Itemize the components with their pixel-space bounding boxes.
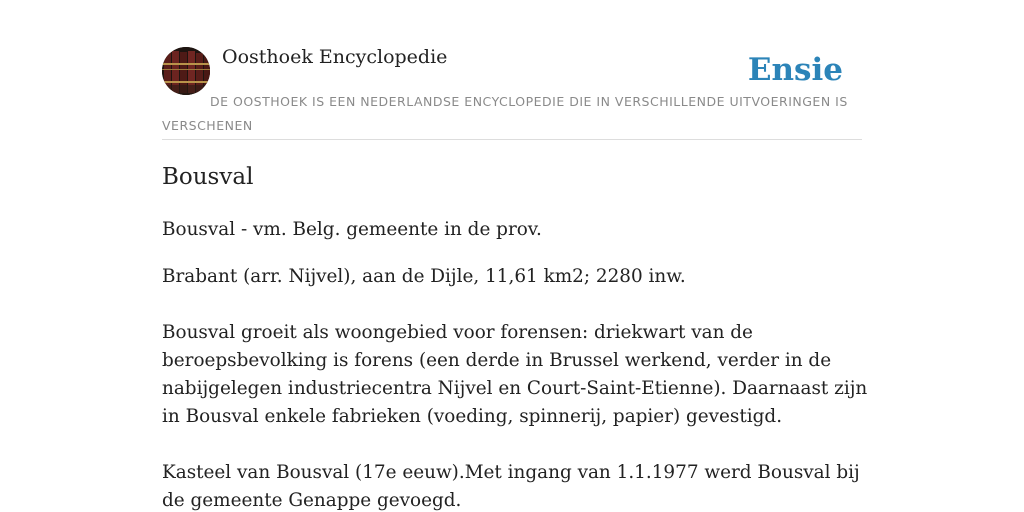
encyclopedia-books-icon[interactable] bbox=[162, 47, 210, 95]
article-paragraph: Brabant (arr. Nijvel), aan de Dijle, 11,61 km2; 2280 inw. bbox=[162, 266, 686, 287]
site-name[interactable]: Oosthoek Encyclopedie bbox=[222, 46, 448, 68]
page-title: Bousval bbox=[162, 164, 254, 190]
article-paragraph: Bousval groeit als woongebied voor forensen: driekwart van de beroepsbevolking is forens (een derde in Brussel werkend, verder in de nabijgelegen industriecentra Nijvel en Court-Saint-Etienne). Daarnaast zijn in Bousval enkele fabrieken (voeding, spinnerij, papier) gevestigd. bbox=[162, 322, 868, 427]
ensie-logo-link[interactable]: Ensie bbox=[747, 52, 843, 88]
article-paragraph: Kasteel van Bousval (17e eeuw).Met ingang van 1.1.1977 werd Bousval bij de gemeente Genappe gevoegd. bbox=[162, 462, 860, 511]
header-divider bbox=[162, 139, 862, 140]
article-paragraph: Bousval - vm. Belg. gemeente in de prov. bbox=[162, 219, 542, 240]
site-tagline: DE OOSTHOEK IS EEN NEDERLANDSE ENCYCLOPEDIE DIE IN VERSCHILLENDE UITVOERINGEN IS VERSCHENEN bbox=[162, 94, 848, 133]
